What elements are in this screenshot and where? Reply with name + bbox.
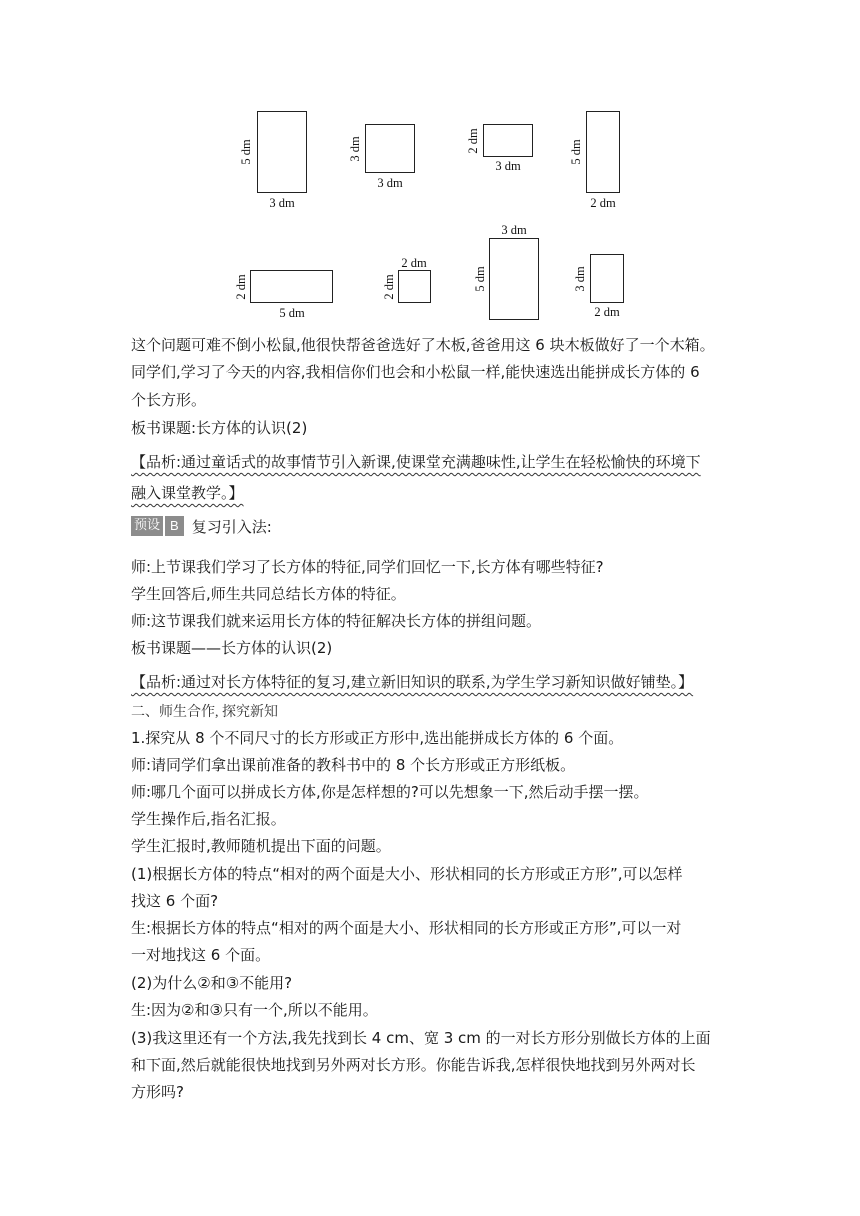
- preset-heading: [131, 516, 272, 536]
- rectangle-1-width-label: 3 dm: [269, 196, 295, 210]
- rectangle-8-width-label: 2 dm: [594, 305, 620, 319]
- analysis-note: 【品析:通过对长方体特征的复习,建立新旧知识的联系,为学生学习新知识做好铺垫。】: [131, 673, 694, 691]
- paragraph-line: 生:因为②和③只有一个,所以不能用。: [131, 1001, 378, 1019]
- paragraph-line: 1.探究从 8 个不同尺寸的长方形或正方形中,选出能拼成长方体的 6 个面。: [131, 729, 624, 747]
- paragraph-line: 这个问题可难不倒小松鼠,他很快帮爸爸选好了木板,爸爸用这 6 块木板做好了一个木箱。: [131, 336, 715, 354]
- paragraph-line: (3)我这里还有一个方法,我先找到长 4 cm、宽 3 cm 的一对长方形分别做长方体的上面: [131, 1029, 711, 1047]
- rectangle-5-height-label: 2 dm: [233, 274, 248, 300]
- paragraph-line: 个长方形。: [131, 391, 207, 409]
- rectangle-2-width-label: 3 dm: [377, 176, 403, 190]
- paragraph-line: 师:哪几个面可以拼成长方体,你是怎样想的?可以先想象一下,然后动手摆一摆。: [131, 783, 649, 801]
- rectangle-8: [590, 254, 624, 303]
- paragraph-line: 板书课题——长方体的认识(2): [131, 639, 333, 657]
- paragraph-line: 学生回答后,师生共同总结长方体的特征。: [131, 585, 406, 603]
- rectangle-6: [398, 270, 431, 303]
- rectangle-4: [586, 111, 620, 193]
- rectangle-3-height-label: 2 dm: [465, 128, 480, 154]
- rectangle-7: [489, 238, 539, 320]
- rectangle-6-height-label: 2 dm: [381, 274, 396, 300]
- preset-letter: B: [165, 516, 184, 536]
- paragraph-line: 师:这节课我们就来运用长方体的特征解决长方体的拼组问题。: [131, 612, 542, 630]
- paragraph-line: 学生操作后,指名汇报。: [131, 810, 286, 828]
- analysis-note: 融入课堂教学。】: [131, 484, 244, 502]
- rectangle-5-width-label: 5 dm: [279, 306, 305, 320]
- rectangle-1: [257, 111, 307, 193]
- rectangle-3-width-label: 3 dm: [495, 159, 521, 173]
- paragraph-line: 板书课题:长方体的认识(2): [131, 419, 308, 437]
- rectangle-6-width-label: 2 dm: [401, 256, 427, 270]
- paragraph-line: 师:请同学们拿出课前准备的教科书中的 8 个长方形或正方形纸板。: [131, 756, 576, 774]
- analysis-note: 【品析:通过童话式的故事情节引入新课,使课堂充满趣味性,让学生在轻松愉快的环境下: [131, 453, 701, 471]
- paragraph-line: 方形吗?: [131, 1083, 184, 1101]
- paragraph-line: (2)为什么②和③不能用?: [131, 974, 293, 992]
- rectangle-7-height-label: 5 dm: [472, 266, 487, 292]
- rectangle-5: [250, 270, 333, 303]
- paragraph-line: 同学们,学习了今天的内容,我相信你们也会和小松鼠一样,能快速选出能拼成长方体的 6: [131, 363, 700, 381]
- section-heading: 二、师生合作, 探究新知: [131, 705, 278, 720]
- rectangle-1-height-label: 5 dm: [238, 139, 253, 165]
- paragraph-line: (1)根据长方体的特点“相对的两个面是大小、形状相同的长方形或正方形”,可以怎样: [131, 865, 683, 883]
- paragraph-line: 生:根据长方体的特点“相对的两个面是大小、形状相同的长方形或正方形”,可以一对: [131, 919, 682, 937]
- rectangles-figure: [0, 0, 860, 330]
- preset-label: 复习引入法:: [191, 517, 272, 536]
- preset-tag: 预设: [131, 516, 163, 536]
- paragraph-line: 和下面,然后就能很快地找到另外两对长方形。你能告诉我,怎样很快地找到另外两对长: [131, 1056, 696, 1074]
- rectangle-2-height-label: 3 dm: [347, 136, 362, 162]
- paragraph-line: 一对地找这 6 个面。: [131, 946, 271, 964]
- paragraph-line: 找这 6 个面?: [131, 892, 219, 910]
- rectangle-3: [483, 124, 533, 157]
- rectangle-4-width-label: 2 dm: [590, 196, 616, 210]
- rectangle-8-height-label: 3 dm: [572, 266, 587, 292]
- rectangle-4-height-label: 5 dm: [568, 139, 583, 165]
- paragraph-line: 学生汇报时,教师随机提出下面的问题。: [131, 837, 391, 855]
- rectangle-2: [365, 124, 415, 173]
- rectangle-7-width-label: 3 dm: [501, 223, 527, 237]
- paragraph-line: 师:上节课我们学习了长方体的特征,同学们回忆一下,长方体有哪些特征?: [131, 558, 604, 576]
